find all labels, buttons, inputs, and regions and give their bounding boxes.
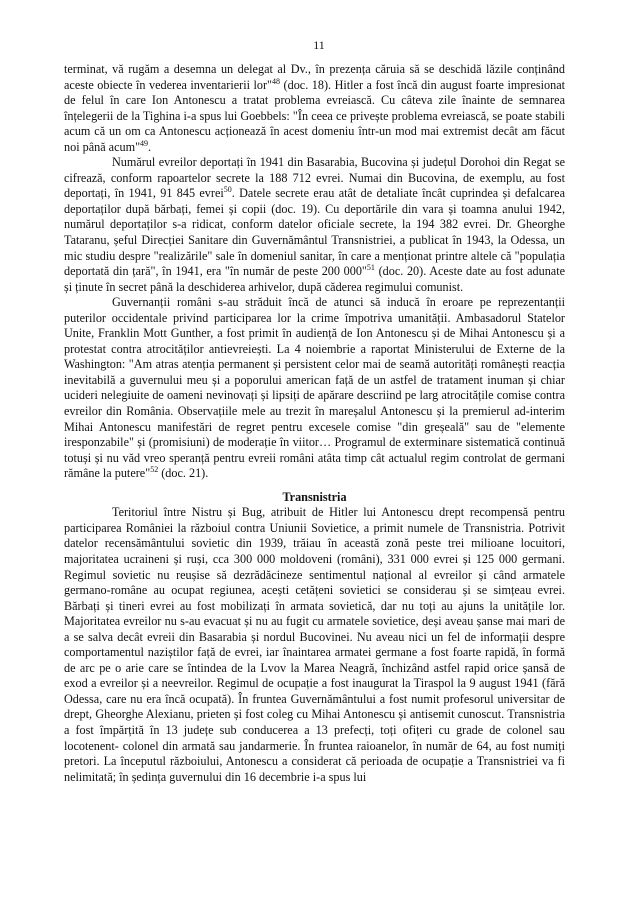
- footnote-reference: 49: [140, 138, 149, 148]
- body-paragraph: [64, 295, 565, 482]
- paragraph-text: Teritoriul între Nistru și Bug, atribuit de Hitler lui Antonescu drept recompensă pentru participarea României la războiul contra Uniunii Sovietice, a primit numele de Transnistria. Potrivit datelor recensământului sovietic din 1939, trăiau în această zonă peste trei milioane locuitori, majoritatea ucraineni și ruși, cca 300 000 moldoveni (români), 331 000 evrei și 125 000 germani. Regimul sovietic nu reușise să dezrădăcineze sentimentul național al evreilor și când armatele germano-române au ocupat regiunea, acești cetățeni sovietici se considerau și se simțeau evrei. Bărbați și tineri evrei au fost mobilizați în armata sovietică, dar nu toți au ajuns la unitățile lor. Majoritatea evreilor nu s-au evacuat și nu au fugit cu armatele sovietice, deși aveau șanse mai mari de a se salva decât evreii din Basarabia și nordul Bucovinei. Nu aveau nici un fel de informații despre comportamentul naziștilor față de evrei, iar înaintarea armatei germane a fost foarte rapidă, în formă de arc pe o arie care se întindea de la Lvov la Marea Neagră, închizând astfel rapid orice șansă de exod a evreilor și a neevreilor. Regimul de ocupație a fost inaugurat la Tiraspol la 9 august 1941 (fără Odessa, care nu era încă ocupată). În fruntea Guvernământului a fost numit profesorul universitar de drept, Gheorghe Alexianu, prieten și fost coleg cu Mihai Antonescu și antisemit cunoscut. Transnistria a fost împărțită în 13 județe sub conducerea a 13 prefecți, toți ofițeri cu grade de colonel sau locotenent- colonel din armată sau jandarmerie. În fruntea raioanelor, în număr de 64, au fost numiți pretori. La începutul războiului, Antonescu a considerat că perioada de ocupație a Transnistriei va fi nelimitată; în ședința guvernului din 16 decembrie i-a spus lui: [64, 505, 565, 784]
- intro-paragraphs: [64, 62, 565, 482]
- paragraph-text: (doc. 18). Hitler a fost încă din august foarte impresionat de felul în care Ion Antonescu a tratat problema evreiască. Cu câteva zile înainte de semnarea înțelegerii de la Tighina i-a spus lui Goebbels: "În ceea ce privește problema evreiască, se poate stabili acum că un om ca Antonescu acționează în acest domeniu într-un mod mai extremist decât am făcut noi până acum": [64, 77, 566, 154]
- paragraph-text: Numărul evreilor deportați în 1941 din Basarabia, Bucovina și județul Dorohoi din Regat se cifrează, conform rapoartelor secrete la 188 712 evrei. Numai din Bucovina, de exemplu, au fost deportați, în 1941, 91 845 evrei: [64, 155, 565, 201]
- paragraph-text: Guvernanții români s-au străduit încă de atunci să inducă în eroare pe reprezentanții puterilor occidentale privind participarea lor la crime împotriva umanității. Ambasadorul Statelor Unite, Franklin Mott Gunther, a fost primit în audiență de Ion Antonescu și de Mihai Antonescu și a protestat contra atrocităților antievreiești. La 4 noiembrie a raportat Ministerului de Externe de la Washington: "Am atras atenția permanent și persistent celor mai de seamă autorități românești reacția inevitabilă a guvernului meu și a poporului american față de un astfel de tratament inuman și chiar ucideri nelegiuite de oameni nevinovați și lipsiți de apărare descriind pe larg atrocitățile comise contra evreilor din România. Observațiile mele au trezit în mareșalul Antonescu și la premierul ad-interim Mihai Antonescu manifestări de regret pentru excesele comise "din greșeală" sau de "elemente iresponzabile" și (promisiuni) de moderație în viitor… Programul de exterminare sistematică continuă totuși și nu văd vreo speranță pentru evreii români atâta timp cât actualul regim controlat de germani rămâne la putere": [64, 295, 565, 481]
- paragraph-text: . Datele secrete erau atât de detaliate încât cuprindea și defalcarea deportaților după bărbați, femei și copii (doc. 19). Cu deportările din vara și toamna anului 1942, numărul deportaților s-a ridicat, conform datelor oficiale secrete, la 194 382 evrei. Dr. Gheorghe Tataranu, șeful Direcției Sanitare din Guvernământul Transnistriei, a publicat în 1943, la Odessa, un mic studiu despre "realizările" sale în domeniul sanitar, în care a menționat printre altele că "populația deportată din țară", în 1941, era "în număr de peste 200 000": [64, 186, 565, 279]
- footnote-reference: 50: [223, 185, 232, 195]
- footnote-reference: 52: [150, 465, 159, 475]
- body-paragraph: [64, 62, 565, 155]
- footnote-reference: 48: [272, 76, 281, 86]
- paragraph-text: .: [148, 139, 152, 154]
- paragraph-text: (doc. 21).: [158, 466, 209, 481]
- section-title: Transnistria: [282, 489, 347, 504]
- page-content: [64, 62, 565, 785]
- paragraph-text: (doc. 20). Aceste date au fost adunate și ținute în secret până la deschiderea arhivelor, după căderea regimului comunist.: [64, 264, 565, 294]
- footnote-reference: 51: [366, 263, 375, 273]
- paragraph-text: terminat, vă rugăm a desemna un delegat al Dv., în prezența căruia să se deschidă lăzile conținând aceste obiecte în vederea inventarierii lor": [64, 62, 565, 92]
- page-number: 11: [313, 38, 325, 52]
- body-paragraph: [64, 155, 565, 295]
- body-paragraph: [64, 505, 565, 785]
- section-paragraphs: [64, 505, 565, 785]
